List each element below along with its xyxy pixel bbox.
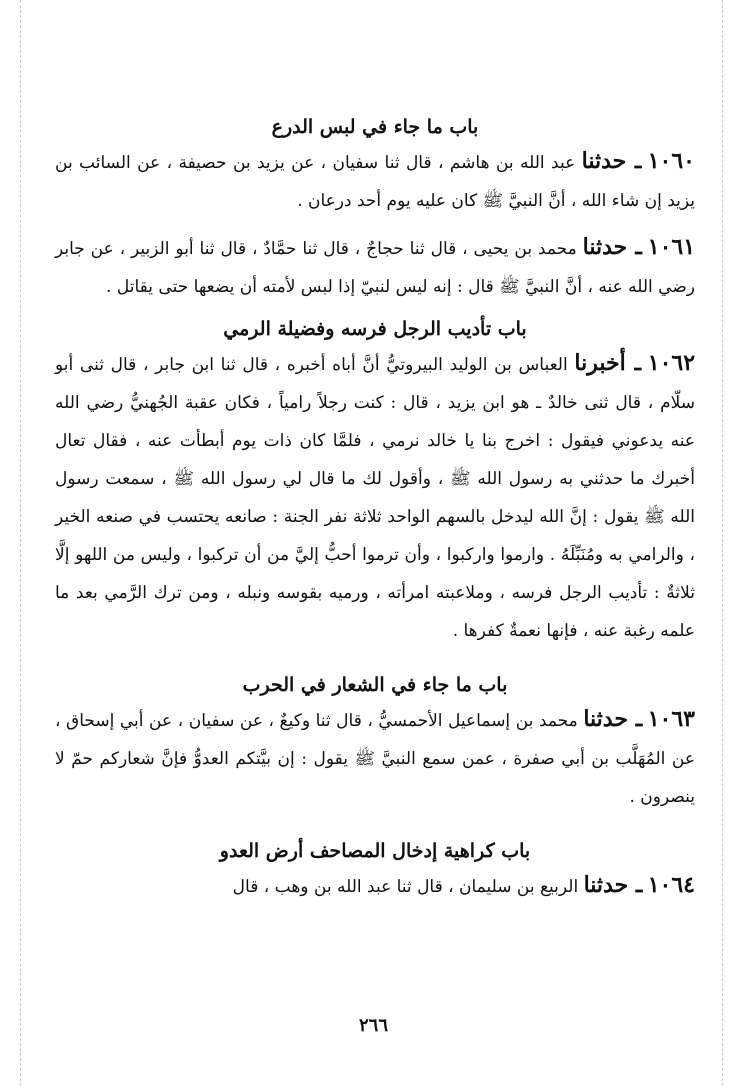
hadith-entry: ١٠٦٢ ـ أخبرنا العباس بن الوليد البيروتيُّ أنَّ أباه أخبره ، قال ثنا ابن جابر ، قال ثنى أبو سلّام ، قال ثنى خالدٌ ـ هو ابن يزيد ، قال : كنت رجلاً رامياً ، فكان عقبة الجُهنيُّ رضي الله عنه يدعوني فيقول : اخرج بنا يا خالد نرمي ، فلمَّا كان ذات يوم أبطأت عنه ، فقال تعال أخبرك ما حدثني به رسول الله ﷺ ، وأقول لك ما قال لي رسول الله ﷺ ، سمعت رسول الله ﷺ يقول : إنَّ الله ليدخل بالسهم الواحد ثلاثة نفر الجنة : صانعه يحتسب في صنعه الخير ، والرامي به ومُنَبِّلَهُ . وارموا واركبوا ، وأن ترموا أحبُّ إليَّ من أن تركبوا ، وليس من اللهو إلَّا ثلاثةٌ : تأديب الرجل فرسه ، وملاعبته امرأته ، ورميه بقوسه ونبله ، ومن ترك الرَّمي بعد ما علمه رغبة عنه ، فإنها نعمةٌ كفرها .	[55, 350, 696, 641]
hadith-keyword: حدثنا	[583, 872, 629, 898]
hadith-entry: ١٠٦٣ ـ حدثنا محمد بن إسماعيل الأحمسيُّ ، قال ثنا وكيعٌ ، عن سفيان ، عن أبي إسحاق ، عن المُهَلَّب بن أبي صفرة ، عمن سمع النبيَّ ﷺ يقول : إن بيَّتكم العدوُّ فإنَّ شعاركم حمّ لا ينصرون .	[55, 706, 695, 807]
hadith-keyword: أخبرنا	[574, 350, 626, 376]
hadith-keyword: حدثنا	[582, 234, 628, 260]
hadith-keyword: حدثنا	[581, 148, 627, 174]
scan-edge-right	[722, 0, 723, 1086]
hadith-text: محمد بن يحيى ، قال ثنا حجاجٌ ، قال ثنا حمَّادٌ ، قال ثنا أبو الزبير ، عن جابر رضي الله عنه ، أنَّ النبيَّ ﷺ قال : إنه ليس لنبيّ إذا لبس لأمته أن يضعها حتى يقاتل .	[55, 239, 695, 297]
page-number: ٢٦٦	[358, 1015, 388, 1036]
section-heading: باب تأديب الرجل فرسه وفضيلة الرمي	[223, 318, 527, 340]
hadith-keyword: حدثنا	[583, 706, 628, 732]
scan-edge-left	[20, 0, 21, 1086]
hadith-text: الربيع بن سليمان ، قال ثنا عبد الله بن وهب ، قال	[232, 877, 579, 897]
section-heading: باب ما جاء في لبس الدرع	[271, 116, 479, 138]
hadith-number: ١٠٦٠	[647, 148, 695, 174]
hadith-text: محمد بن إسماعيل الأحمسيُّ ، قال ثنا وكيعٌ ، عن سفيان ، عن أبي إسحاق ، عن المُهَلَّب بن أبي صفرة ، عمن سمع النبيَّ ﷺ يقول : إن بيَّتكم العدوُّ فإنَّ شعاركم حمّ لا ينصرون .	[55, 711, 695, 807]
hadith-text: العباس بن الوليد البيروتيُّ أنَّ أباه أخبره ، قال ثنا ابن جابر ، قال ثنى أبو سلّام ، قال ثنى خالدٌ ـ هو ابن يزيد ، قال : كنت رجلاً رامياً ، فكان عقبة الجُهنيُّ رضي الله عنه يدعوني فيقول : اخرج بنا يا خالد نرمي ، فلمَّا كان ذات يوم أبطأت عنه ، فقال تعال أخبرك ما حدثني به رسول الله ﷺ ، وأقول لك ما قال لي رسول الله ﷺ ، سمعت رسول الله ﷺ يقول : إنَّ الله ليدخل بالسهم الواحد ثلاثة نفر الجنة : صانعه يحتسب في صنعه الخير ، والرامي به ومُنَبِّلَهُ . وارموا واركبوا ، وأن ترموا أحبُّ إليَّ من أن تركبوا ، وليس من اللهو إلَّا ثلاثةٌ : تأديب الرجل فرسه ، وملاعبته امرأته ، ورميه بقوسه ونبله ، ومن ترك الرَّمي بعد ما علمه رغبة عنه ، فإنها نعمةٌ كفرها .	[55, 355, 695, 641]
hadith-number: ١٠٦٤	[647, 872, 695, 898]
hadith-entry: ١٠٦٠ ـ حدثنا عبد الله بن هاشم ، قال ثنا سفيان ، عن يزيد بن حصيفة ، عن السائب بن يزيد إن شاء الله ، أنَّ النبيَّ ﷺ كان عليه يوم أحد درعان .	[55, 148, 695, 211]
hadith-number: ١٠٦٢	[647, 350, 696, 376]
section-heading: باب ما جاء في الشعار في الحرب	[242, 674, 508, 696]
hadith-entry: ١٠٦١ ـ حدثنا محمد بن يحيى ، قال ثنا حجاجٌ ، قال ثنا حمَّادٌ ، قال ثنا أبو الزبير ، عن جابر رضي الله عنه ، أنَّ النبيَّ ﷺ قال : إنه ليس لنبيّ إذا لبس لأمته أن يضعها حتى يقاتل .	[55, 234, 696, 297]
page-content	[55, 112, 695, 906]
hadith-number: ١٠٦١	[647, 234, 696, 260]
hadith-number: ١٠٦٣	[647, 706, 695, 732]
hadith-entry: ١٠٦٤ ـ حدثنا الربيع بن سليمان ، قال ثنا عبد الله بن وهب ، قال	[232, 872, 695, 898]
section-heading: باب كراهية إدخال المصاحف أرض العدو	[219, 840, 531, 862]
hadith-text: عبد الله بن هاشم ، قال ثنا سفيان ، عن يزيد بن حصيفة ، عن السائب بن يزيد إن شاء الله ، أنَّ النبيَّ ﷺ كان عليه يوم أحد درعان .	[55, 153, 695, 211]
